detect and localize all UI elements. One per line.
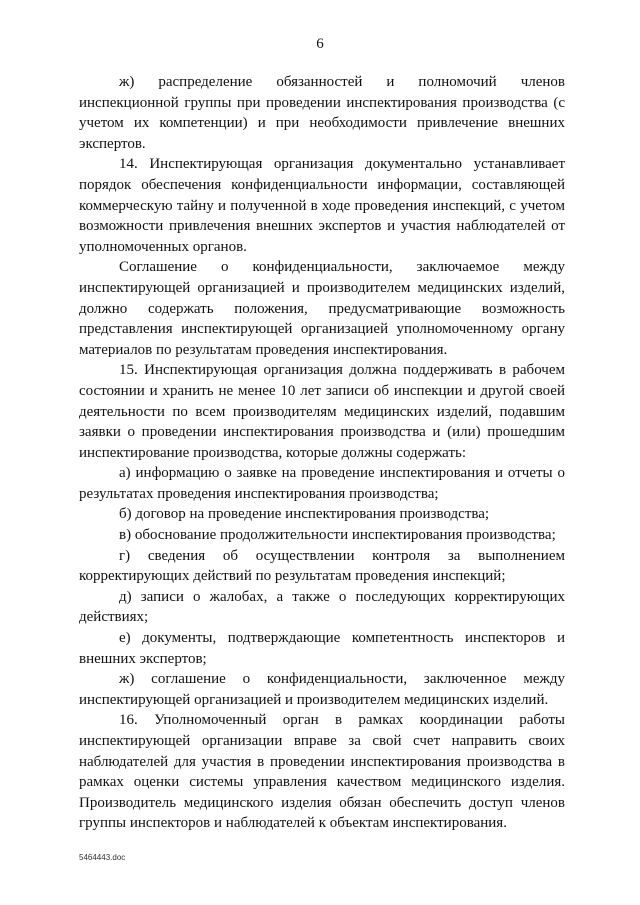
paragraph-14: 14. Инспектирующая организация документально устанавливает порядок обеспечения конфиденциальности информации, составляющей коммерческую тайну и полученной в ходе проведения инспекций, с учетом возможности привлечения внешних экспертов и участия наблюдателей от уполномоченных органов.	[79, 156, 565, 255]
paragraph-confidentiality-agreement: Соглашение о конфиденциальности, заключаемое между инспектирующей организацией и производителем медицинских изделий, должно содержать положения, предусматривающие возможность представления инспектирующей организацией уполномоченному органу материалов по результатам проведения инспектирования.	[79, 259, 565, 358]
paragraph-15: 15. Инспектирующая организация должна поддерживать в рабочем состоянии и хранить не менее 10 лет записи об инспекции и другой своей деятельности по всем производителям медицинских изделий, подавшим заявки о проведении инспектирования производства и (или) прошедшим инспектирование производства, которые должны содержать:	[79, 362, 565, 461]
paragraph-16: 16. Уполномоченный орган в рамках координации работы инспектирующей организации вправе за свой счет направить своих наблюдателей для участия в проведении инспектирования производства в рамках оценки системы управления качеством медицинского изделия. Производитель медицинского изделия обязан обеспечить доступ членов группы инспекторов и наблюдателей к объектам инспектирования.	[79, 712, 565, 832]
list-item-b: б) договор на проведение инспектирования производства;	[119, 506, 490, 523]
list-item-a: а) информацию о заявке на проведение инспектирования и отчеты о результатах проведения инспектирования производства;	[79, 465, 565, 502]
list-item-d: д) записи о жалобах, а также о последующих корректирующих действиях;	[79, 588, 565, 626]
list-item-g: г) сведения об осуществлении контроля за выполнением корректирующих действий по результатам проведения инспекций;	[79, 547, 565, 585]
list-item-v: в) обоснование продолжительности инспектирования производства;	[119, 527, 556, 544]
list-item-e: е) документы, подтверждающие компетентность инспекторов и внешних экспертов;	[79, 630, 565, 667]
file-name-footer: 5464443.doc	[79, 853, 126, 862]
page-number: 6	[316, 36, 324, 52]
paragraph-zh-distribution: ж) распределение обязанностей и полномочий членов инспекционной группы при проведении инспектирования производства (с учетом их компетенции) и при необходимости привлечение внешних экспертов.	[79, 74, 565, 152]
document-body	[79, 72, 565, 834]
list-item-zh: ж) соглашение о конфиденциальности, заключенное между инспектирующей организацией и производителем медицинских изделий.	[79, 671, 565, 708]
